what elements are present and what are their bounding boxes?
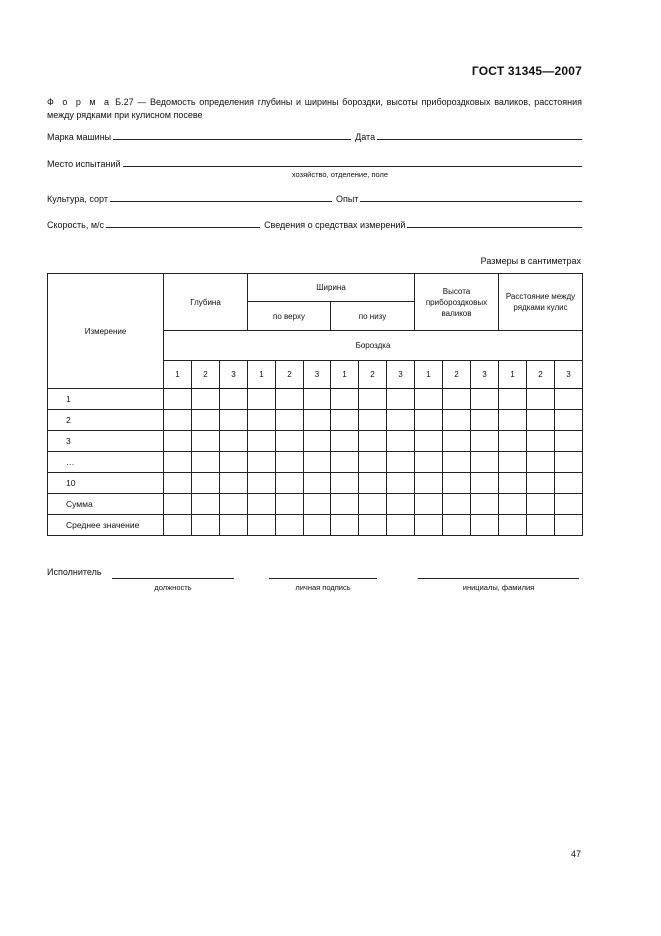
units-note: Размеры в сантиметрах <box>480 256 581 266</box>
experiment-label: Опыт <box>335 194 359 204</box>
place-field[interactable] <box>123 156 582 167</box>
column-number: 2 <box>527 361 555 389</box>
table-cell[interactable] <box>164 473 192 494</box>
table-cell[interactable] <box>164 389 192 410</box>
table-cell[interactable] <box>555 515 583 536</box>
row-label: Сумма <box>48 494 164 515</box>
table-row <box>48 410 583 431</box>
row-label: 10 <box>48 473 164 494</box>
table-cell[interactable] <box>471 410 499 431</box>
table-cell[interactable] <box>415 389 443 410</box>
table-row <box>48 452 583 473</box>
crop-label: Культура, сорт <box>47 194 108 204</box>
machine-label: Марка машины <box>47 132 112 142</box>
table-cell[interactable] <box>387 452 415 473</box>
table-cell[interactable] <box>555 410 583 431</box>
measurement-header: Измерение <box>48 274 164 389</box>
table-cell[interactable] <box>471 515 499 536</box>
form-title-text: Б.27 — Ведомость определения глубины и ширины бороздки, высоты прибороздковых валиков, расстояния между рядками при кулисном посеве <box>47 97 582 120</box>
page-number: 47 <box>571 849 582 859</box>
table-cell[interactable] <box>443 431 471 452</box>
table-cell[interactable] <box>192 431 220 452</box>
name-field[interactable] <box>418 578 579 579</box>
table-cell[interactable] <box>359 410 387 431</box>
table-cell[interactable] <box>443 410 471 431</box>
field-row-crop-experiment <box>47 190 582 204</box>
column-number: 1 <box>415 361 443 389</box>
table-cell[interactable] <box>527 515 555 536</box>
table-cell[interactable] <box>527 452 555 473</box>
table-row <box>48 431 583 452</box>
table-cell[interactable] <box>471 452 499 473</box>
table-cell[interactable] <box>499 389 527 410</box>
table-cell[interactable] <box>248 515 276 536</box>
table-cell[interactable] <box>192 515 220 536</box>
table-cell[interactable] <box>304 389 331 410</box>
table-cell[interactable] <box>443 389 471 410</box>
table-cell[interactable] <box>248 494 276 515</box>
column-number: 1 <box>499 361 527 389</box>
table-cell[interactable] <box>220 431 248 452</box>
table-cell[interactable] <box>304 494 331 515</box>
column-number: 2 <box>443 361 471 389</box>
table-row <box>48 473 583 494</box>
column-number: 3 <box>220 361 248 389</box>
column-number: 3 <box>387 361 415 389</box>
table-cell[interactable] <box>359 494 387 515</box>
row-label: … <box>48 452 164 473</box>
instruments-field[interactable] <box>407 217 582 228</box>
spacing-header: Расстояние между рядками кулис <box>499 274 583 331</box>
table-cell[interactable] <box>415 410 443 431</box>
row-label: Среднее значение <box>48 515 164 536</box>
table-cell[interactable] <box>499 473 527 494</box>
table-cell[interactable] <box>276 389 304 410</box>
position-caption: должность <box>154 583 192 592</box>
table-cell[interactable] <box>359 431 387 452</box>
name-caption: инициалы, фамилия <box>462 583 535 592</box>
signature-field[interactable] <box>269 578 377 579</box>
standard-number: ГОСТ 31345—2007 <box>471 64 582 78</box>
instruments-label: Сведения о средствах измерений <box>264 220 406 230</box>
table-cell[interactable] <box>220 494 248 515</box>
executor-label: Исполнитель <box>47 567 102 577</box>
table-cell[interactable] <box>164 410 192 431</box>
table-cell[interactable] <box>555 452 583 473</box>
ridge-height-header: Высота прибороздковых валиков <box>415 274 499 331</box>
table-cell[interactable] <box>192 494 220 515</box>
table-cell[interactable] <box>387 410 415 431</box>
place-label: Место испытаний <box>47 159 121 169</box>
column-number: 3 <box>304 361 331 389</box>
table-cell[interactable] <box>527 431 555 452</box>
field-row-place <box>47 155 582 169</box>
form-title <box>47 96 582 122</box>
table-cell[interactable] <box>276 473 304 494</box>
width-top-header: по верху <box>248 302 331 331</box>
table-cell[interactable] <box>248 410 276 431</box>
column-number: 3 <box>555 361 583 389</box>
table-cell[interactable] <box>304 410 331 431</box>
table-cell[interactable] <box>164 494 192 515</box>
table-cell[interactable] <box>471 431 499 452</box>
speed-label: Скорость, м/с <box>47 220 105 230</box>
table-cell[interactable] <box>220 410 248 431</box>
table-cell[interactable] <box>555 494 583 515</box>
place-caption: хозяйство, отделение, поле <box>291 170 389 179</box>
table-cell[interactable] <box>527 410 555 431</box>
table-cell[interactable] <box>415 473 443 494</box>
table-cell[interactable] <box>555 473 583 494</box>
depth-header: Глубина <box>164 274 248 331</box>
table-cell[interactable] <box>276 431 304 452</box>
table-row <box>48 389 583 410</box>
table-cell[interactable] <box>331 452 359 473</box>
table-cell[interactable] <box>331 431 359 452</box>
table-cell[interactable] <box>331 515 359 536</box>
table-cell[interactable] <box>387 389 415 410</box>
table-cell[interactable] <box>220 473 248 494</box>
table-cell[interactable] <box>387 473 415 494</box>
date-field[interactable] <box>377 129 582 140</box>
form-label: Ф о р м а <box>47 97 112 107</box>
crop-field[interactable] <box>110 191 332 202</box>
table-cell[interactable] <box>387 515 415 536</box>
table-cell[interactable] <box>304 431 331 452</box>
table-cell[interactable] <box>555 389 583 410</box>
table-cell[interactable] <box>331 410 359 431</box>
table-cell[interactable] <box>192 389 220 410</box>
row-label: 3 <box>48 431 164 452</box>
table-cell[interactable] <box>192 410 220 431</box>
table-cell[interactable] <box>248 431 276 452</box>
field-row-speed-instruments <box>47 216 582 230</box>
table-cell[interactable] <box>304 452 331 473</box>
table-cell[interactable] <box>443 515 471 536</box>
row-label: 2 <box>48 410 164 431</box>
table-cell[interactable] <box>387 431 415 452</box>
table-cell[interactable] <box>248 452 276 473</box>
table-cell[interactable] <box>276 410 304 431</box>
column-number: 1 <box>164 361 192 389</box>
table-cell[interactable] <box>220 515 248 536</box>
column-number: 1 <box>331 361 359 389</box>
table-cell[interactable] <box>443 494 471 515</box>
field-row-machine-date <box>47 128 582 142</box>
table-cell[interactable] <box>415 452 443 473</box>
table-cell[interactable] <box>220 452 248 473</box>
table-cell[interactable] <box>415 515 443 536</box>
column-number: 2 <box>276 361 304 389</box>
table-cell[interactable] <box>471 494 499 515</box>
table-cell[interactable] <box>527 389 555 410</box>
table-cell[interactable] <box>499 431 527 452</box>
table-row <box>48 494 583 515</box>
table-cell[interactable] <box>248 389 276 410</box>
table-cell[interactable] <box>164 431 192 452</box>
table-cell[interactable] <box>499 452 527 473</box>
experiment-field[interactable] <box>360 191 582 202</box>
table-cell[interactable] <box>164 452 192 473</box>
table-cell[interactable] <box>471 473 499 494</box>
furrow-header: Бороздка <box>164 331 583 361</box>
table-cell[interactable] <box>359 452 387 473</box>
width-header: Ширина <box>248 274 415 302</box>
table-cell[interactable] <box>359 473 387 494</box>
table-cell[interactable] <box>499 494 527 515</box>
table-cell[interactable] <box>471 389 499 410</box>
table-cell[interactable] <box>331 473 359 494</box>
table-cell[interactable] <box>499 410 527 431</box>
column-number: 2 <box>359 361 387 389</box>
table-cell[interactable] <box>415 494 443 515</box>
column-number: 3 <box>471 361 499 389</box>
machine-field[interactable] <box>113 129 351 140</box>
table-cell[interactable] <box>276 452 304 473</box>
date-label: Дата <box>355 132 376 142</box>
table-cell[interactable] <box>387 494 415 515</box>
table-cell[interactable] <box>359 515 387 536</box>
row-label: 1 <box>48 389 164 410</box>
speed-field[interactable] <box>106 217 260 228</box>
signature-caption: личная подпись <box>295 583 351 592</box>
table-cell[interactable] <box>499 515 527 536</box>
table-cell[interactable] <box>276 515 304 536</box>
table-cell[interactable] <box>527 473 555 494</box>
width-bottom-header: по низу <box>331 302 415 331</box>
table-body <box>48 389 583 536</box>
table-cell[interactable] <box>164 515 192 536</box>
column-number: 2 <box>192 361 220 389</box>
table-cell[interactable] <box>527 494 555 515</box>
table-cell[interactable] <box>331 494 359 515</box>
table-cell[interactable] <box>192 452 220 473</box>
table-cell[interactable] <box>304 473 331 494</box>
table-cell[interactable] <box>220 389 248 410</box>
column-number: 1 <box>248 361 276 389</box>
table-cell[interactable] <box>304 515 331 536</box>
table-cell[interactable] <box>192 473 220 494</box>
table-cell[interactable] <box>359 389 387 410</box>
table-cell[interactable] <box>443 452 471 473</box>
table-cell[interactable] <box>331 389 359 410</box>
table-cell[interactable] <box>276 494 304 515</box>
table-cell[interactable] <box>248 473 276 494</box>
table-cell[interactable] <box>415 431 443 452</box>
table-cell[interactable] <box>443 473 471 494</box>
position-field[interactable] <box>112 578 234 579</box>
table-cell[interactable] <box>555 431 583 452</box>
table-row <box>48 515 583 536</box>
measurement-table <box>47 273 583 536</box>
